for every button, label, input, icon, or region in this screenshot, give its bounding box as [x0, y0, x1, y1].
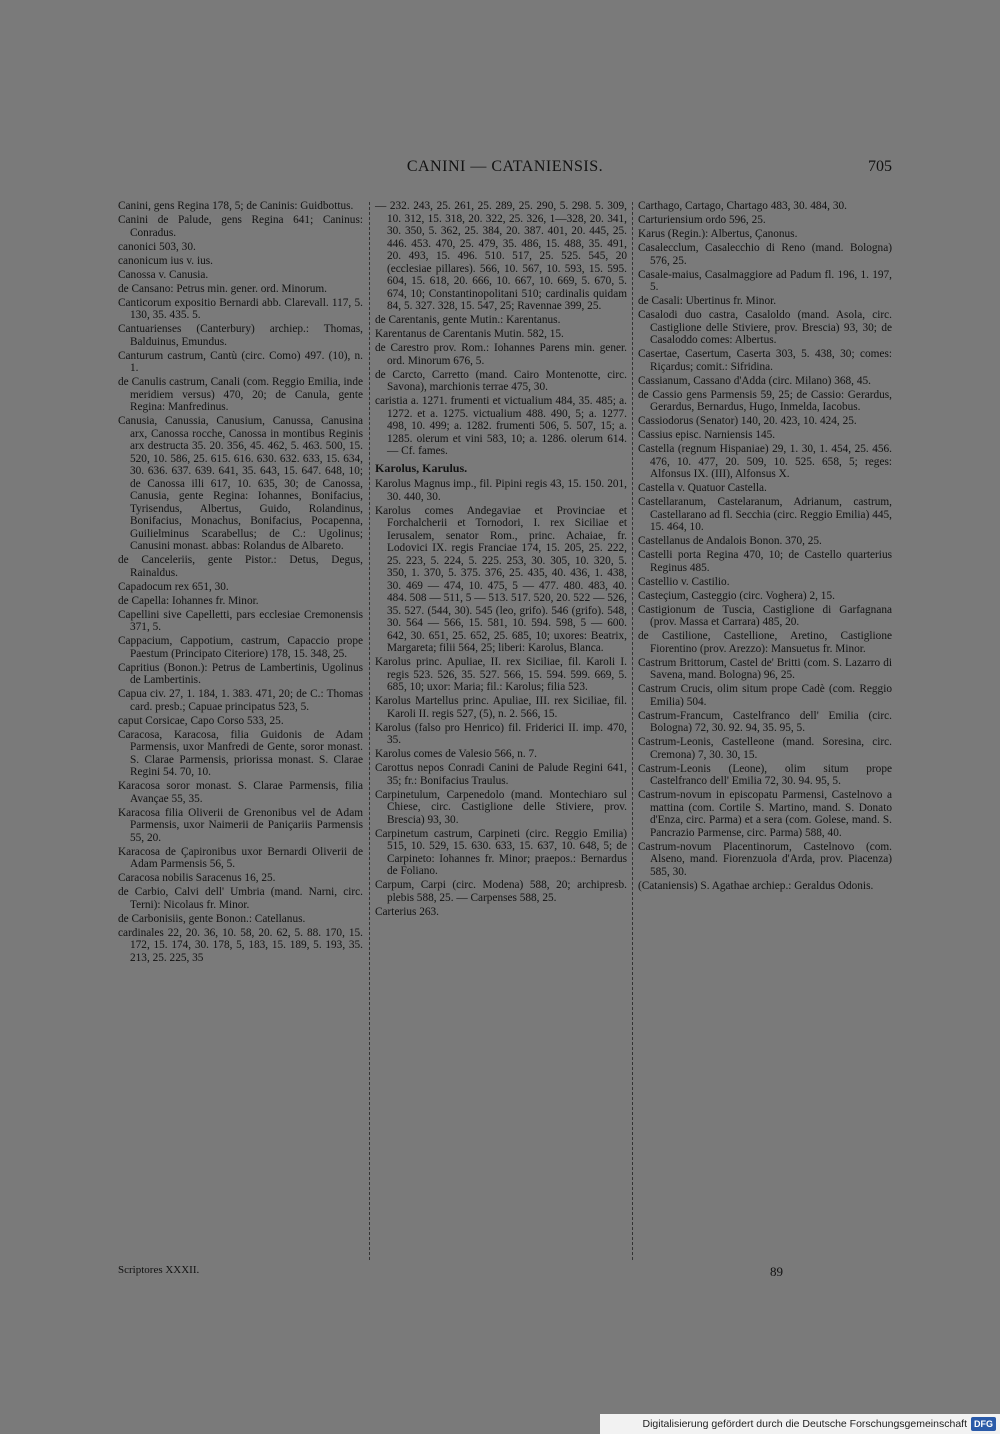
index-entry: caput Corsicae, Capo Corso 533, 25. [118, 714, 284, 727]
index-entry: Carthago, Cartago, Chartago 483, 30. 484, 30. [638, 200, 847, 212]
index-entry: Canticorum expositio Bernardi abb. Clarevall. 117, 5. 130, 35. 435. 5. [118, 296, 363, 321]
index-entry: — 232. 243, 25. 261, 25. 289, 25. 290, 5. 298. 5. 309, 10. 312, 15. 318, 20. 322, 25. 326, 1—328, 20. 341, 30. 350, 5. 362, 25. 384, 20. 387. 401, 20. 445, 25. 446. 453. 470, 25. 479, 35. 486, 15. 488, 35. 491, 20. 493, 15. 496. 510. 517, 25. 525. 545, 20 (ecclesiae pillares). 566, 10. 567, 10. 593, 15. 595. 604, 15. 618, 20. 666, 10. 667, 10. 669, 5. 670, 5. 674, 10; Constantinopolitani 510; cardinalis quidam 84, 5. 327. 328, 15. 547, 25; Ravennae 399, 25. [375, 200, 627, 312]
sheet-number: 89 [770, 1264, 783, 1279]
index-entry: Casalodi duo castra, Casaloldo (mand. Asola, circ. Castiglione delle Stiviere, prov. Brescia) 93, 30; de Casaloddo comes: Albertus. [638, 309, 892, 346]
index-entry: Karacosa soror monast. S. Clarae Parmensis, filia Avançae 55, 35. [118, 780, 363, 805]
index-entry: de Carestro prov. Rom.: Iohannes Parens min. gener. ord. Minorum 676, 5. [375, 342, 627, 367]
index-entry: de Cassio gens Parmensis 59, 25; de Cassio: Gerardus, Gerardus, Bernardus, Hugo, Inmelda, Iacobus. [638, 388, 892, 413]
index-entry: Casale-maius, Casalmaggiore ad Padum fl. 196, 1. 197, 5. [638, 268, 892, 293]
index-entry: Karentanus de Carentanis Mutin. 582, 15. [375, 328, 564, 340]
index-entry: Canini de Palude, gens Regina 641; Caninus: Conradus. [118, 214, 363, 239]
index-entry: Castrum-novum Placentinorum, Castelnovo (com. Alseno, mand. Fiorenzuola d'Arda, prov. Piacenza) 585, 30. [638, 840, 892, 878]
index-entry: Karus (Regin.): Albertus, Çanonus. [638, 228, 798, 240]
funding-notice: Digitalisierung gefördert durch die Deutsche Forschungsgemeinschaft [642, 1418, 967, 1430]
index-entry: Castrum-novum in episcopatu Parmensi, Castelnovo a mattina (com. Cortile S. Martino, mand. S. Donato d'Enza, circ. Parma) et a sera (com. Golese, mand. S. Pancrazio Parmense, circ. Parma) 588, 40. [638, 789, 892, 839]
signature-mark: Scriptores XXXII. [118, 1264, 200, 1276]
index-entry: Castellaranum, Castelaranum, Adrianum, castrum, Castellarano ad fl. Secchia (circ. Reggio Emilia) 445, 15. 464, 10. [638, 496, 892, 533]
index-entry: Casertae, Casertum, Caserta 303, 5. 438, 30; comes: Riçardus; comit.: Sifridina. [638, 348, 892, 373]
index-entry: de Capella: Iohannes fr. Minor. [118, 594, 259, 607]
page-title: CANINI — CATANIENSIS. [406, 158, 604, 175]
index-entry: Carpinetum castrum, Carpineti (circ. Reggio Emilia) 515, 10. 529, 15. 630. 633, 15. 637, 10. 648, 5; de Carpineto: Iohannes fr. Minor; praepos.: Bernardus de Foliano. [375, 827, 627, 877]
running-header [118, 158, 892, 182]
index-entry: Castrum-Leonis, Castelleone (mand. Soresina, circ. Cremona) 7, 30. 30, 15. [638, 736, 892, 761]
index-entry: Karacosa filia Oliverii de Grenonibus vel de Adam Parmensis, uxor Naimerii de Paniçariis Parmensis 55, 20. [118, 806, 363, 844]
index-entry: Capua civ. 27, 1. 184, 1. 383. 471, 20; de C.: Thomas card. presb.; Capuae principatus 523, 5. [118, 688, 363, 713]
index-entry: Castrum-Francum, Castelfranco dell' Emilia (circ. Bologna) 72, 30. 92. 94, 35. 95, 5. [638, 709, 892, 734]
index-column-1 [118, 200, 363, 966]
index-entry: Cassius episc. Narniensis 145. [638, 429, 776, 441]
index-entry: (Cataniensis) S. Agathae archiep.: Geraldus Odonis. [638, 879, 874, 892]
index-column-3 [638, 200, 892, 894]
index-entry: Castelli porta Regina 470, 10; de Castello quarterius Reginus 485. [638, 549, 892, 574]
dfg-funding-bar [600, 1414, 1000, 1434]
column-divider [632, 202, 633, 1260]
index-entry: de Carcto, Carretto (mand. Cairo Montenotte, circ. Savona), marchionis terrae 475, 30. [375, 368, 627, 393]
index-entry: Castellanus de Andalois Bonon. 370, 25. [638, 535, 822, 547]
index-entry: Castrum Brittorum, Castel de' Britti (com. S. Lazarro di Savena, mand. Bologna) 96, 25. [638, 656, 892, 681]
index-entry: Castigionum de Tuscia, Castiglione di Garfagnana (prov. Massa et Carrara) 485, 20. [638, 603, 892, 628]
index-entry: Karolus princ. Apuliae, II. rex Siciliae, fil. Karoli I. regis 523. 526, 35. 527. 566, 15. 594. 599. 669, 5. 685, 10; uxor: Maria; fil.: Karolus; filia 523. [375, 656, 627, 693]
index-entry: Castella v. Quatuor Castella. [638, 482, 767, 494]
index-entry: Casteçium, Casteggio (circ. Voghera) 2, 15. [638, 589, 835, 602]
index-entry: Caracosa, Karacosa, filia Guidonis de Adam Parmensis, uxor Manfredi de Gente, soror monast. S. Clarae Parmensis, priorissa monast. S. Clarae Regini 54. 70, 10. [118, 728, 363, 778]
index-entry: Castrum-Leonis (Leone), olim situm prope Castelfranco dell' Emilia 72, 30. 94. 95, 5. [638, 762, 892, 787]
index-entry: Capadocum rex 651, 30. [118, 580, 229, 593]
index-entry: Karolus Magnus imp., fil. Pipini regis 43, 15. 150. 201, 30. 440, 30. [375, 478, 627, 503]
index-entry: Carterius 263. [375, 905, 440, 918]
index-entry: Caracosa nobilis Saracenus 16, 25. [118, 872, 276, 884]
index-entry: Canossa v. Canusia. [118, 268, 209, 281]
index-entry: Castrum Crucis, olim situm prope Cadè (com. Reggio Emilia) 504. [638, 683, 892, 708]
index-entry: canonici 503, 30. [118, 240, 196, 253]
index-entry: Castellio v. Castilio. [638, 575, 730, 588]
index-entry: de Carentanis, gente Mutin.: Karentanus. [375, 314, 561, 326]
index-entry: canonicum ius v. ius. [118, 254, 213, 267]
index-entry: de Casali: Ubertinus fr. Minor. [638, 295, 777, 307]
index-entry: Karolus comes de Valesio 566, n. 7. [375, 748, 538, 760]
index-entry: Capritius (Bonon.): Petrus de Lambertinis, Ugolinus de Lambertinis. [118, 661, 363, 686]
index-entry: de Cansano: Petrus min. gener. ord. Minorum. [118, 282, 327, 295]
column-divider [369, 202, 370, 1260]
index-entry: Castella (regnum Hispaniae) 29, 1. 30, 1. 454, 25. 456. 476, 10. 477, 20. 509, 10. 525. 658, 5; reges: Alfonsus IX. (III), Alfonsus X. [638, 443, 892, 480]
index-entry: Cassiodorus (Senator) 140, 20. 423, 10. 424, 25. [638, 415, 857, 427]
index-entry: de Carbio, Calvi dell' Umbria (mand. Narni, circ. Terni): Nicolaus fr. Minor. [118, 886, 363, 911]
index-entry: de Carbonisiis, gente Bonon.: Catellanus. [118, 912, 306, 925]
index-entry: Karolus Martellus princ. Apuliae, III. rex Siciliae, fil. Karoli II. regis 527, (5), n. 2. 566, 15. [375, 695, 627, 720]
index-entry: Cappacium, Cappotium, castrum, Capaccio prope Paestum (Principato Citeriore) 178, 15. 348, 25. [118, 635, 363, 660]
index-entry: cardinales 22, 20. 36, 10. 58, 20. 62, 5. 88. 170, 15. 172, 15. 174, 30. 178, 5, 183, 15. 189, 5. 193, 35. 213, 25. 225, 35 [118, 926, 363, 964]
index-entry: de Castilione, Castellione, Aretino, Castiglione Fiorentino (prov. Arezzo): Mansuetus fr. Minor. [638, 630, 892, 655]
index-entry: Karolus comes Andegaviae et Provinciae et Forchalcherii et Tornodori, I. rex Siciliae et Ierusalem, senator Rom., princ. Achaiae, fr. Lodovici IX. regis Franciae 174, 15. 205, 25. 222, 25. 223, 5. 224, 5. 225. 253, 30. 305, 10. 320, 5. 350, 1. 370, 5. 375. 376, 25. 435, 40. 436, 1. 438, 30. 469 — 474, 10. 475, 5 — 477. 480. 483, 40. 484. 508 — 511, 5 — 513. 517. 520, 20. 522 — 526, 35. 527. (544, 30). 545 (leo, grifo). 546 (grifo). 548, 30. 564 — 566, 15. 581, 10. 594. 598, 5 — 600. 642, 30. 651, 25. 652, 25. 685, 10; uxores: Beatrix, Margareta; filii 564, 25; liberi: Karolus, Blanca. [375, 504, 627, 654]
index-entry: Canusia, Canussia, Canusium, Canussa, Canusina arx, Canossa rocche, Canossa in montibus Reginis arx destructa 35. 20. 356, 45. 462, 5. 463. 500, 15. 520, 10. 586, 25. 615. 616. 630. 632. 633, 15. 634, 30. 636. 637. 639. 641, 35. 643, 15. 647. 648, 10; de Canossa illi 617, 10. 635, 30; de Canossa, Canusia, gente Regina: Iohannes, Bonifacius, Tyrisendus, Albertus, Guido, Rolandinus, Bonifacius, Monachus, Bonifacius, Pocapenna, Guilielminus Scarabellus; de C.: Ugolinus; Canusini monast. abbas: Rolandus de Albareto. [118, 415, 363, 552]
index-entry: Canturum castrum, Cantù (circ. Como) 497. (10), n. 1. [118, 349, 363, 374]
index-entry: de Canulis castrum, Canali (com. Reggio Emilia, inde meridiem versus) 470, 20; de Canula, gente Regina: Manfredinus. [118, 376, 363, 413]
index-column-2 [375, 200, 627, 920]
index-entry: Karacosa de Çapironibus uxor Bernardi Oliverii de Adam Parmensis 56, 5. [118, 845, 363, 870]
index-entry: Carottus nepos Conradi Canini de Palude Regini 641, 35; fr.: Bonifacius Traulus. [375, 762, 627, 787]
index-entry: Karolus (falso pro Henrico) fil. Friderici II. imp. 470, 35. [375, 721, 627, 746]
index-entry: caristia a. 1271. frumenti et victualium 484, 35. 485; a. 1272. et a. 1275. victualium 488. 490, 5; a. 1277. 498, 10. 499; a. 1282. frumenti 506, 5. 507, 15; a. 1285. olerum et vini 583, 10; a. 1286. olerum 614. — Cf. fames. [375, 395, 627, 457]
index-entry: Cassianum, Cassano d'Adda (circ. Milano) 368, 45. [638, 374, 871, 387]
dfg-logo-icon[interactable]: DFG [971, 1417, 996, 1431]
index-entry: de Canceleriis, gente Pistor.: Detus, Degus, Rainaldus. [118, 554, 363, 579]
index-entry: Capellini sive Capelletti, pars ecclesiae Cremonensis 371, 5. [118, 608, 363, 633]
index-entry: Carpinetulum, Carpenedolo (mand. Montechiaro sul Chiese, circ. Castiglione delle Stiviere, prov. Brescia) 93, 30. [375, 788, 627, 826]
page-number: 705 [868, 158, 892, 175]
index-entry: Casalecclum, Casalecchio di Reno (mand. Bologna) 576, 25. [638, 242, 892, 267]
index-entry: Cantuarienses (Canterbury) archiep.: Thomas, Balduinus, Emundus. [118, 323, 363, 348]
index-entry: Carturiensium ordo 596, 25. [638, 214, 766, 226]
index-entry: Canini, gens Regina 178, 5; de Caninis: Guidbottus. [118, 200, 354, 212]
index-entry: Carpum, Carpi (circ. Modena) 588, 20; archipresb. plebis 588, 25. — Carpenses 588, 25. [375, 879, 627, 904]
index-entry: Karolus, Karulus. [375, 460, 468, 475]
